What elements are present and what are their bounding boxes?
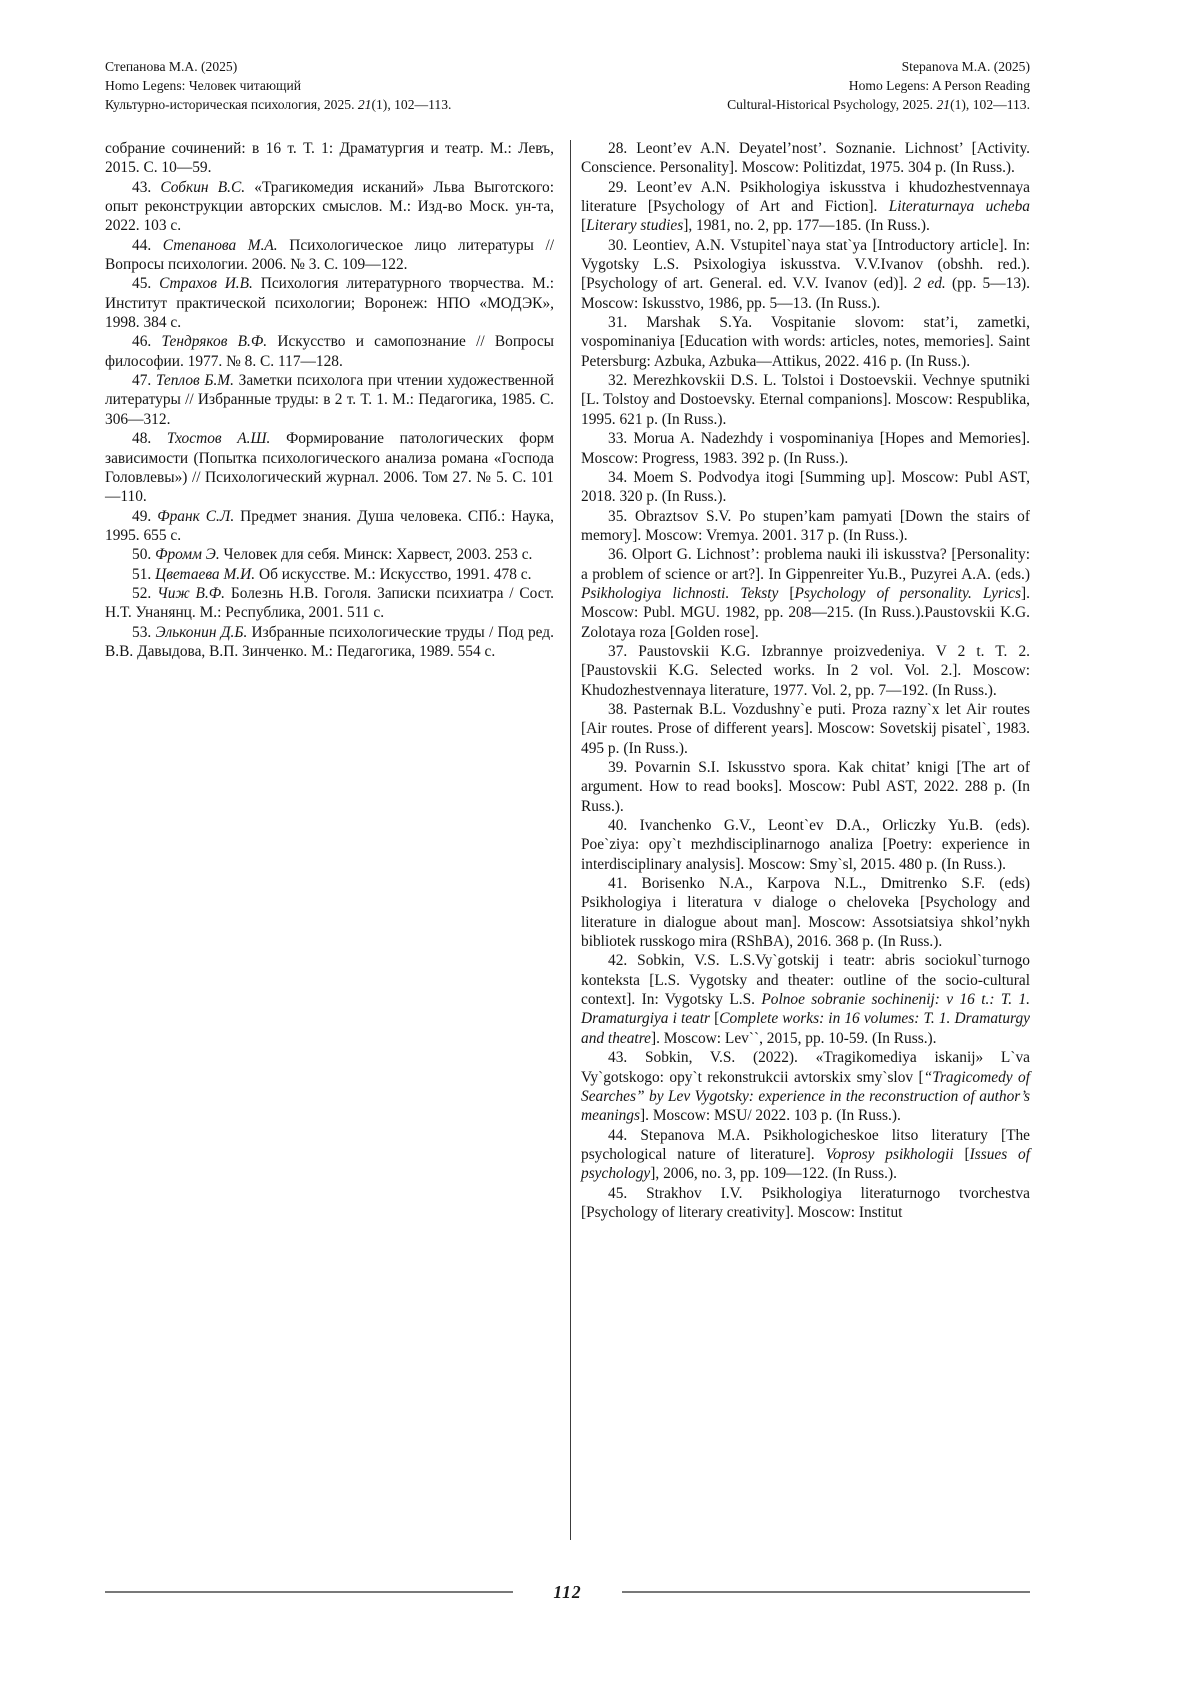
reference-entry: [581, 545, 1030, 642]
reference-entry: [581, 313, 1030, 371]
reference-text: ]. Moscow: Lev``, 2015, pp. 10-59. (In Russ.).: [650, 1029, 937, 1047]
reference-text: Человек для себя. Минск: Харвест, 2003. 253 с.: [219, 546, 533, 564]
reference-text: Homo Legens: Человек читающий: [105, 78, 302, 93]
reference-entry: [105, 584, 554, 623]
reference-text: 46.: [132, 333, 162, 351]
reference-entry: [581, 700, 1030, 758]
reference-text: [: [953, 1145, 970, 1163]
reference-text: 48.: [132, 430, 167, 448]
reference-text: Культурно-историческая психология, 2025.: [105, 97, 358, 112]
reference-entry: [581, 178, 1030, 236]
reference-entry: [581, 758, 1030, 816]
reference-entry: [581, 951, 1030, 1048]
references-left-column: [105, 139, 554, 1222]
reference-text: 37. Paustovskii K.G. Izbrannye proizvedeniya. V 2 t. T. 2. [Paustovskii K.G. Selected works. In 2 vol. Vol. 2.]. Moscow: Khudozhestvennaya literature, 1977. Vol. 2, pp. 7—192. (In Russ.).: [581, 642, 1030, 699]
reference-text: 38. Pasternak B.L. Vozdushny`e puti. Proza razny`x let Air routes [Air routes. Prose of different years]. Moscow: Sovetskij pisatel`, 1983. 495 p. (In Russ.).: [581, 700, 1030, 757]
page-number: 112: [553, 1581, 582, 1602]
header-running-title-left: [105, 57, 451, 114]
reference-text: (1), 102—113.: [950, 97, 1030, 112]
reference-text: 32. Merezhkovskii D.S. L. Tolstoi i Dostoevskii. Vechnye sputniki [L. Tolstoy and Dostoevsky. Eternal companions]. Moscow: Respublika, 1995. 621 p. (In Russ.).: [581, 372, 1030, 428]
reference-italic-text: Psychology of personality. Lyrics: [794, 584, 1021, 602]
reference-italic-text: Фромм Э.: [155, 546, 220, 564]
reference-entry: [105, 429, 554, 506]
reference-entry: [581, 1184, 1030, 1223]
reference-entry: [581, 1048, 1030, 1125]
reference-italic-text: Literary studies: [586, 217, 684, 235]
reference-entry: [581, 816, 1030, 874]
reference-text: Избранные психологические труды / Под ред. В.В. Давыдова, В.П. Зинченко. М.: Педагогика, 1989. 554 с.: [105, 623, 554, 660]
references-right-column: [581, 139, 1030, 1222]
reference-text: 34. Moem S. Podvodya itogi [Summing up]. Moscow: Publ AST, 2018. 320 p. (In Russ.).: [581, 468, 1030, 506]
reference-entry: [581, 236, 1030, 313]
header-line: [727, 57, 1030, 76]
reference-italic-text: Complete works: in 16 volumes: T. 1. Dramaturgy and theatre: [581, 1010, 1030, 1047]
reference-text: 45.: [132, 275, 160, 293]
reference-italic-text: Тхостов А.Ш.: [166, 430, 271, 448]
reference-text: Homo Legens: A Person Reading: [848, 78, 1030, 93]
reference-text: ]. Moscow: Publ. MGU. 1982, pp. 208—215. (In Russ.).Paustovskii K.G. Zolotaya roza [Golden rose].: [581, 584, 1030, 641]
page-header: [105, 57, 1030, 114]
reference-text: Формирование патологических форм зависимости (Попытка психологического анализа романа «Господа Головлевы») // Психологический журнал. 2006. Том 27. № 5. С. 101—110.: [105, 430, 554, 506]
reference-text: Об искусстве. М.: Искусство, 1991. 478 с.: [255, 565, 532, 583]
reference-italic-text: 2 ed.: [913, 275, 946, 293]
header-running-title-right: [727, 57, 1030, 114]
reference-italic-text: Polnoe sobranie sochinenij: v 16 t.: T. 1. Dramaturgiya i teatr: [581, 991, 1030, 1028]
reference-text: Степанова М.А. (2025): [105, 59, 238, 74]
footer-rule-right: [622, 1591, 1030, 1594]
reference-text: [: [710, 1010, 720, 1028]
reference-text: 35. Obraztsov S.V. Po stupen’kam pamyati [Down the stairs of memory]. Moscow: Vremya. 2001. 317 p. (In Russ.).: [581, 507, 1030, 544]
reference-text: Cultural-Historical Psychology, 2025.: [727, 97, 937, 112]
reference-entry: [105, 332, 554, 371]
reference-text: 51.: [132, 565, 156, 583]
reference-text: 42. Sobkin, V.S. L.S.Vy`gotskij i teatr: abris sociokul`turnogo konteksta [L.S. Vygotsky and theater: outline of the socio-cultural context]. In: Vygotsky L.S.: [581, 952, 1030, 1009]
reference-italic-text: Issues of psychology: [581, 1145, 1030, 1183]
reference-entry: [105, 178, 554, 236]
reference-italic-text: Теплов Б.М.: [155, 372, 234, 390]
reference-text: Предмет знания. Душа человека. СПб.: Наука, 1995. 655 с.: [105, 507, 554, 544]
reference-italic-text: Цветаева М.И.: [155, 565, 256, 583]
reference-entry: [105, 139, 554, 178]
reference-text: ], 1981, no. 2, pp. 177—185. (In Russ.).: [683, 217, 930, 235]
reference-text: (pp. 5—13). Moscow: Iskusstvo, 1986, pp. 5—13. (In Russ.).: [581, 275, 1030, 312]
reference-text: 44.: [132, 236, 163, 254]
header-line: [727, 76, 1030, 95]
reference-text: Психологическое лицо литературы // Вопросы психологии. 2006. № 3. С. 109—122.: [105, 236, 554, 274]
page-footer: [105, 1580, 1030, 1604]
reference-text: ]. Moscow: MSU/ 2022. 103 p. (In Russ.).: [640, 1107, 901, 1125]
reference-entry: [581, 429, 1030, 468]
header-line: [105, 95, 451, 114]
reference-text: 52.: [132, 584, 158, 602]
reference-text: 50.: [132, 546, 156, 564]
reference-text: собрание сочинений: в 16 т. Т. 1: Драматургия и театр. М.: Левъ, 2015. С. 10—59.: [105, 140, 554, 177]
reference-text: ], 2006, no. 3, pp. 109—122. (In Russ.).: [650, 1165, 897, 1183]
references-section: [105, 139, 1030, 1222]
reference-entry: [105, 236, 554, 275]
reference-italic-text: Эльконин Д.Б.: [155, 623, 248, 641]
reference-entry: [581, 507, 1030, 546]
reference-text: 39. Povarnin S.I. Iskusstvo spora. Kak chitat’ knigi [The art of argument. How to read books]. Moscow: Publ AST, 2022. 288 p. (In Russ.).: [581, 759, 1030, 815]
reference-text: Заметки психолога при чтении художественной литературы // Избранные труды: в 2 т. Т. 1. М.: Педагогика, 1985. С. 306—312.: [105, 372, 554, 428]
reference-entry: [581, 468, 1030, 507]
reference-text: Stepanova M.A. (2025): [901, 59, 1030, 74]
reference-italic-text: Тендряков В.Ф.: [161, 333, 268, 351]
reference-entry: [105, 565, 554, 584]
reference-text: (1), 102—113.: [371, 97, 452, 112]
reference-entry: [105, 507, 554, 546]
reference-text: 33. Morua A. Nadezhdy i vospominaniya [Hopes and Memories]. Moscow: Progress, 1983. 392 p. (In Russ.).: [581, 430, 1030, 467]
reference-entry: [105, 623, 554, 662]
reference-italic-text: Страхов И.В.: [159, 275, 253, 293]
reference-text: 29. Leont’ev A.N. Psikhologiya iskusstva i khudozhestvennaya literature [Psychology of Art and Fiction].: [581, 178, 1030, 216]
reference-text: 31. Marshak S.Ya. Vospitanie slovom: stat’i, zametki, vospominaniya [Education with words: articles, notes, memories]. Saint Petersburg: Azbuka, Azbuka—Attikus, 2022. 416 p. (In Russ.).: [581, 314, 1030, 370]
reference-text: 36. Olport G. Lichnost’: problema nauki ili iskusstva? [Personality: a problem of science or art?]. In Gippenreiter Yu.B., Puzyrei A.A. (eds.): [581, 546, 1030, 583]
header-line: [105, 57, 451, 76]
reference-text: 28. Leont’ev A.N. Deyatel’nost’. Soznanie. Lichnost’ [Activity. Conscience. Personality]. Moscow: Politizdat, 1975. 304 p. (In Russ.).: [581, 140, 1030, 177]
reference-italic-text: 21: [936, 97, 951, 112]
reference-italic-text: “Tragicomedy of Searches” by Lev Vygotsky: experience in the reconstruction of author’s meanings: [581, 1068, 1031, 1125]
reference-entry: [581, 139, 1030, 178]
reference-text: Искусство и самопознание // Вопросы философии. 1977. № 8. С. 117—128.: [105, 333, 555, 370]
reference-entry: [581, 642, 1030, 700]
reference-italic-text: 21: [357, 97, 372, 112]
reference-italic-text: Чиж В.Ф.: [157, 584, 226, 602]
reference-text: 49.: [132, 507, 158, 525]
reference-text: 44. Stepanova M.A. Psikhologicheskoe litso literatury [The psychological nature of literature].: [581, 1126, 1030, 1163]
reference-italic-text: Собкин В.С.: [160, 178, 246, 196]
reference-italic-text: Literaturnaya ucheba: [888, 198, 1031, 216]
reference-entry: [105, 545, 554, 564]
reference-text: 40. Ivanchenko G.V., Leont`ev D.A., Orliczky Yu.B. (eds). Poe`ziya: opy`t mezhdisciplinarnogo analiza [Poetry: experience in interdisciplinary analysis]. Moscow: Smy`sl, 2015. 480 p. (In Russ.).: [581, 817, 1030, 873]
reference-entry: [581, 874, 1030, 951]
header-line: [105, 76, 451, 95]
reference-text: «Трагикомедия исканий» Льва Выготского: опыт реконструкции авторских смыслов. М.: Изд-во Моск. ун-та, 2022. 103 с.: [105, 178, 554, 235]
reference-italic-text: Voprosy psikhologii: [825, 1145, 954, 1163]
reference-text: 41. Borisenko N.A., Karpova N.L., Dmitrenko S.F. (eds) Psikhologiya i literatura v dialoge o cheloveka [Psychology and literature in dialogue about man]. Moscow: Assotsiatsiya shkol’nykh bibliotek russkogo mira (RShBA), 2016. 368 p. (In Russ.).: [581, 875, 1030, 951]
reference-entry: [581, 371, 1030, 429]
reference-text: Болезнь Н.В. Гоголя. Записки психиатра / Сост. Н.Т. Унанянц. М.: Республика, 2001. 511 с.: [105, 584, 554, 622]
reference-text: 45. Strakhov I.V. Psikhologiya literaturnogo tvorchestva [Psychology of literary creativity]. Moscow: Institut: [581, 1184, 1030, 1221]
reference-italic-text: Франк С.Л.: [157, 507, 235, 525]
reference-text: 47.: [132, 372, 156, 390]
footer-rule-left: [105, 1591, 513, 1594]
reference-text: 53.: [132, 623, 156, 641]
reference-text: Психология литературного творчества. М.: Институт практической психологии; Воронеж: НПО «МОДЭК», 1998. 384 с.: [105, 275, 554, 332]
reference-italic-text: Psikhologiya lichnosti. Teksty: [581, 584, 779, 602]
header-line: [727, 95, 1030, 114]
reference-entry: [581, 1126, 1030, 1184]
reference-text: 43. Sobkin, V.S. (2022). «Tragikomediya iskanij» L`va Vy`gotskogo: opy`t rekonstrukcii avtorskix smy`slov [: [581, 1049, 1030, 1086]
reference-italic-text: Степанова М.А.: [162, 236, 278, 254]
reference-text: [: [581, 217, 587, 235]
reference-text: 30. Leontiev, A.N. Vstupitel`naya stat`ya [Introductory article]. In: Vygotsky L.S. Psixologiya iskusstva. V.V.Ivanov (obshh. red.). [Psychology of art. General. ed. V.V. Ivanov (ed)].: [581, 236, 1030, 293]
reference-text: 43.: [132, 178, 161, 196]
reference-entry: [105, 274, 554, 332]
reference-entry: [105, 371, 554, 429]
reference-text: [: [778, 584, 795, 602]
